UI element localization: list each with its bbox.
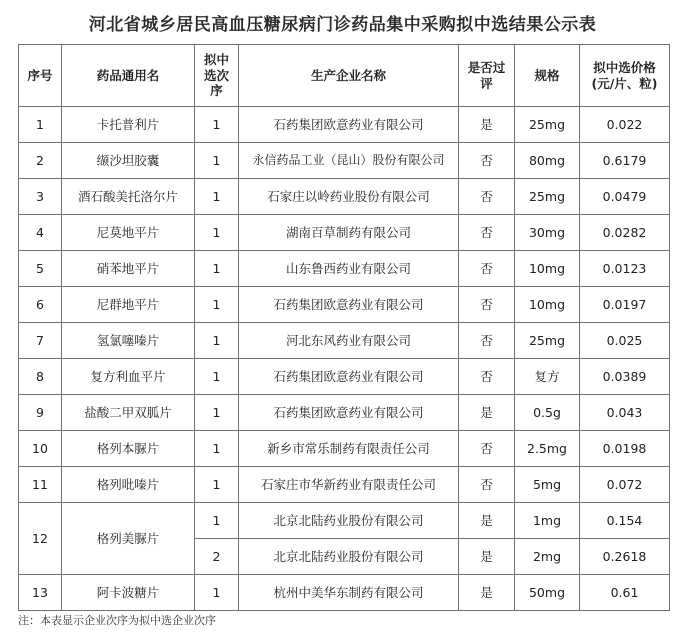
header-row <box>19 45 670 107</box>
cell-drug: 盐酸二甲双胍片 <box>62 395 195 431</box>
cell-drug: 尼莫地平片 <box>62 215 195 251</box>
header-company: 生产企业名称 <box>239 45 459 107</box>
cell-spec: 10mg <box>515 287 580 323</box>
cell-seq: 8 <box>19 359 62 395</box>
cell-spec: 5mg <box>515 467 580 503</box>
cell-price: 0.0198 <box>580 431 670 467</box>
cell-order: 2 <box>195 539 239 575</box>
cell-company: 石药集团欧意药业有限公司 <box>239 107 459 143</box>
cell-spec: 1mg <box>515 503 580 539</box>
cell-company: 石药集团欧意药业有限公司 <box>239 359 459 395</box>
cell-over: 否 <box>459 143 515 179</box>
cell-price: 0.022 <box>580 107 670 143</box>
cell-drug: 卡托普利片 <box>62 107 195 143</box>
cell-spec: 25mg <box>515 179 580 215</box>
cell-order: 1 <box>195 107 239 143</box>
cell-order: 1 <box>195 503 239 539</box>
cell-order: 1 <box>195 467 239 503</box>
cell-seq: 4 <box>19 215 62 251</box>
cell-spec: 复方 <box>515 359 580 395</box>
cell-seq: 5 <box>19 251 62 287</box>
cell-order: 1 <box>195 287 239 323</box>
cell-company: 北京北陆药业股份有限公司 <box>239 539 459 575</box>
cell-price: 0.025 <box>580 323 670 359</box>
header-drug: 药品通用名 <box>62 45 195 107</box>
cell-price: 0.0197 <box>580 287 670 323</box>
cell-order: 1 <box>195 143 239 179</box>
table-row <box>19 107 670 143</box>
cell-over: 否 <box>459 467 515 503</box>
cell-over: 是 <box>459 539 515 575</box>
cell-company: 石药集团欧意药业有限公司 <box>239 287 459 323</box>
cell-drug: 氢氯噻嗪片 <box>62 323 195 359</box>
cell-drug: 格列本脲片 <box>62 431 195 467</box>
cell-company: 山东鲁西药业有限公司 <box>239 251 459 287</box>
cell-seq: 12 <box>19 503 62 575</box>
header-spec: 规格 <box>515 45 580 107</box>
cell-company: 河北东风药业有限公司 <box>239 323 459 359</box>
table-row <box>19 503 670 539</box>
cell-over: 否 <box>459 431 515 467</box>
cell-over: 否 <box>459 215 515 251</box>
cell-over: 是 <box>459 503 515 539</box>
cell-spec: 2.5mg <box>515 431 580 467</box>
cell-drug: 格列吡嗪片 <box>62 467 195 503</box>
footnote: 注：本表显示企业次序为拟中选企业次序 <box>18 614 216 627</box>
header-over: 是否过 评 <box>459 45 515 107</box>
cell-spec: 25mg <box>515 107 580 143</box>
cell-order: 1 <box>195 179 239 215</box>
cell-company: 石药集团欧意药业有限公司 <box>239 395 459 431</box>
cell-price: 0.61 <box>580 575 670 611</box>
cell-spec: 50mg <box>515 575 580 611</box>
cell-order: 1 <box>195 251 239 287</box>
cell-price: 0.0389 <box>580 359 670 395</box>
cell-over: 否 <box>459 359 515 395</box>
cell-over: 否 <box>459 251 515 287</box>
cell-seq: 10 <box>19 431 62 467</box>
cell-drug: 缬沙坦胶囊 <box>62 143 195 179</box>
cell-seq: 6 <box>19 287 62 323</box>
cell-price: 0.2618 <box>580 539 670 575</box>
cell-drug: 复方利血平片 <box>62 359 195 395</box>
cell-over: 是 <box>459 395 515 431</box>
cell-over: 是 <box>459 107 515 143</box>
cell-seq: 13 <box>19 575 62 611</box>
cell-price: 0.154 <box>580 503 670 539</box>
cell-over: 是 <box>459 575 515 611</box>
cell-over: 否 <box>459 179 515 215</box>
cell-spec: 2mg <box>515 539 580 575</box>
header-price: 拟中选价格 (元/片、粒) <box>580 45 670 107</box>
table-row <box>19 179 670 215</box>
cell-order: 1 <box>195 395 239 431</box>
header-order: 拟中 选次 序 <box>195 45 239 107</box>
cell-seq: 11 <box>19 467 62 503</box>
cell-spec: 25mg <box>515 323 580 359</box>
table-row <box>19 287 670 323</box>
cell-price: 0.072 <box>580 467 670 503</box>
cell-order: 1 <box>195 215 239 251</box>
cell-company: 石家庄以岭药业股份有限公司 <box>239 179 459 215</box>
cell-company: 湖南百草制药有限公司 <box>239 215 459 251</box>
cell-seq: 7 <box>19 323 62 359</box>
cell-seq: 1 <box>19 107 62 143</box>
table-row <box>19 359 670 395</box>
cell-spec: 0.5g <box>515 395 580 431</box>
cell-over: 否 <box>459 287 515 323</box>
cell-drug: 尼群地平片 <box>62 287 195 323</box>
cell-order: 1 <box>195 323 239 359</box>
cell-price: 0.0479 <box>580 179 670 215</box>
table-row <box>19 575 670 611</box>
cell-price: 0.043 <box>580 395 670 431</box>
table-row <box>19 431 670 467</box>
cell-drug: 硝苯地平片 <box>62 251 195 287</box>
cell-spec: 30mg <box>515 215 580 251</box>
cell-price: 0.6179 <box>580 143 670 179</box>
cell-order: 1 <box>195 359 239 395</box>
table-row <box>19 143 670 179</box>
cell-price: 0.0282 <box>580 215 670 251</box>
header-seq: 序号 <box>19 45 62 107</box>
cell-spec: 10mg <box>515 251 580 287</box>
cell-company: 新乡市常乐制药有限责任公司 <box>239 431 459 467</box>
cell-company: 北京北陆药业股份有限公司 <box>239 503 459 539</box>
cell-drug: 阿卡波糖片 <box>62 575 195 611</box>
cell-company: 永信药品工业（昆山）股份有限公司 <box>239 143 459 179</box>
cell-seq: 3 <box>19 179 62 215</box>
cell-order: 1 <box>195 575 239 611</box>
table-row <box>19 467 670 503</box>
cell-drug: 酒石酸美托洛尔片 <box>62 179 195 215</box>
cell-order: 1 <box>195 431 239 467</box>
table-row <box>19 395 670 431</box>
table-row <box>19 251 670 287</box>
cell-drug: 格列美脲片 <box>62 503 195 575</box>
cell-spec: 80mg <box>515 143 580 179</box>
table-row <box>19 215 670 251</box>
cell-price: 0.0123 <box>580 251 670 287</box>
table-row <box>19 323 670 359</box>
cell-company: 杭州中美华东制药有限公司 <box>239 575 459 611</box>
cell-company: 石家庄市华新药业有限责任公司 <box>239 467 459 503</box>
cell-over: 否 <box>459 323 515 359</box>
results-table <box>18 44 670 611</box>
cell-seq: 2 <box>19 143 62 179</box>
cell-seq: 9 <box>19 395 62 431</box>
page-title: 河北省城乡居民高血压糖尿病门诊药品集中采购拟中选结果公示表 <box>88 15 597 35</box>
